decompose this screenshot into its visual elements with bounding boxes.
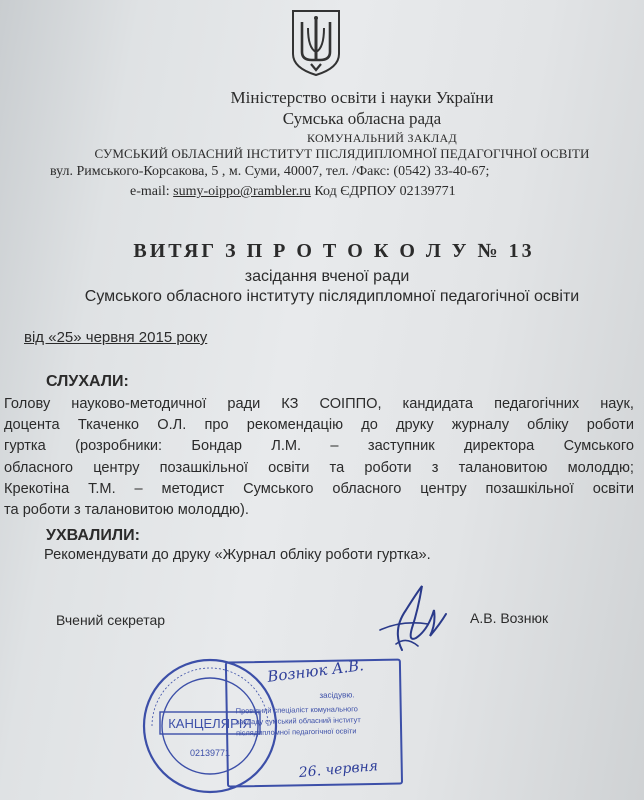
secretary-name: А.В. Вознюк bbox=[470, 610, 549, 626]
stamp-line: Провідний спеціаліст комунального bbox=[235, 704, 358, 716]
institute-address: вул. Римського-Корсакова, 5 , м. Суми, 40007, тел. /Факс: (0542) 33-40-67; bbox=[50, 164, 490, 179]
meeting-type: засідання вченої ради bbox=[244, 268, 410, 285]
handwritten-signature bbox=[372, 580, 452, 658]
stamp-handwritten-name: Вознюк А.В. bbox=[266, 656, 365, 686]
stamp-line: засідувю. bbox=[319, 690, 355, 700]
institution-code: Код ЄДРПОУ 02139771 bbox=[310, 184, 456, 199]
email-label: e-mail: bbox=[130, 184, 174, 199]
certification-stamp bbox=[225, 658, 409, 793]
paragraph-line: та роботи з талановитою молоддю). bbox=[4, 502, 249, 519]
paragraph-line: доцента Ткаченко О.Л. про рекомендацію до друку журналу обліку роботи bbox=[4, 417, 634, 434]
ministry-name: Міністерство освіти і науки України bbox=[230, 88, 494, 107]
heard-heading: СЛУХАЛИ: bbox=[46, 373, 129, 390]
contact-row bbox=[130, 184, 456, 200]
protocol-date: від «25» червня 2015 року bbox=[24, 329, 208, 346]
trident-emblem-icon bbox=[290, 8, 342, 78]
stamp-line: післядипломної педагогічної освіти bbox=[236, 726, 357, 738]
paragraph-line: Крекотіна Т.М. – методист Сумського обласного центру позашкільної освіти bbox=[4, 480, 634, 497]
stamp-frame bbox=[225, 656, 403, 788]
meeting-organization: Сумського обласного інституту післядипломної педагогічної освіти bbox=[84, 288, 580, 305]
seal-title: КАНЦЕЛЯРІЯ bbox=[168, 716, 252, 731]
email-link[interactable]: sumy-oippo@rambler.ru bbox=[173, 184, 311, 199]
institute-name: СУМСЬКИЙ ОБЛАСНИЙ ІНСТИТУТ ПІСЛЯДИПЛОМНОЇ ПЕДАГОГІЧНОЇ ОСВІТИ bbox=[94, 146, 590, 161]
paragraph-line: гуртка (розробники: Бондар Л.М. – заступник директора Сумського bbox=[4, 438, 634, 455]
council-name: Сумська обласна рада bbox=[282, 109, 442, 128]
paragraph-line: обласного центру позашкільної освіти та роботи з талановитою молоддю; bbox=[4, 459, 634, 476]
secretary-title: Вчений секретар bbox=[56, 612, 166, 628]
document-title: ВИТЯГ З П Р О Т О К О Л У № 13 bbox=[133, 240, 535, 262]
stamp-handwritten-date: 26. червня bbox=[298, 758, 379, 782]
stamp-line: закладу сумський обласний інститут bbox=[235, 715, 361, 727]
paragraph-line: Голову науково-методичної ради КЗ СОІППО, кандидата педагогічних наук, bbox=[4, 396, 634, 412]
institution-type: КОМУНАЛЬНИЙ ЗАКЛАД bbox=[307, 131, 457, 145]
decision-text: Рекомендувати до друку «Журнал обліку роботи гуртка». bbox=[44, 547, 431, 563]
seal-code: 02139771 bbox=[189, 748, 231, 758]
heard-paragraph bbox=[4, 394, 634, 521]
decided-heading: УХВАЛИЛИ: bbox=[46, 527, 140, 544]
